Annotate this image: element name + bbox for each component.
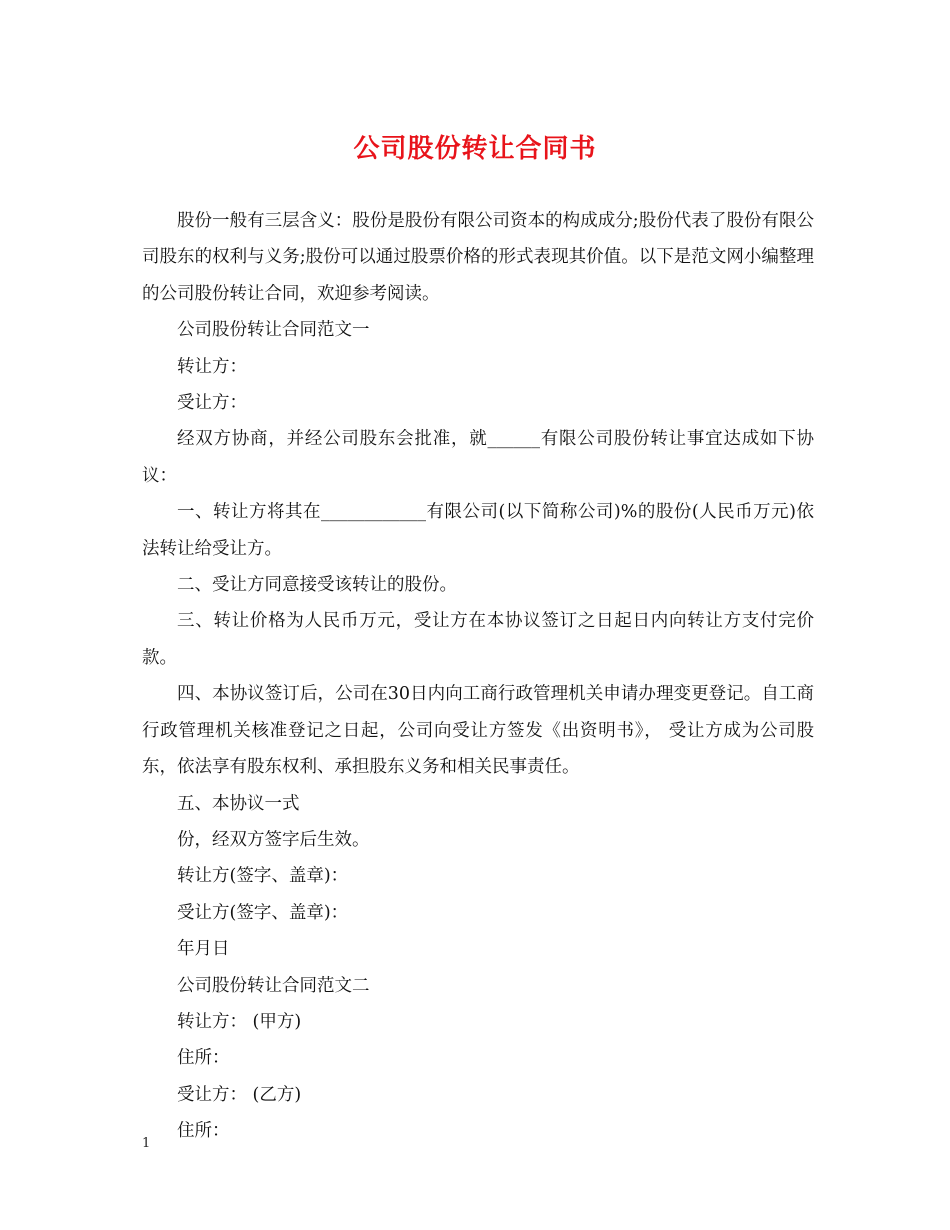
document-body	[142, 203, 814, 1150]
party-b-address-line: 住所：	[177, 1121, 230, 1142]
sample-one-heading: 公司股份转让合同范文一	[177, 320, 370, 341]
party-a-address-line: 住所：	[177, 1048, 230, 1069]
clause-one: 一、转让方将其在____________有限公司(以下简称公司)%的股份(人民币万元)依法转让给受让方。	[142, 502, 814, 559]
transferee-signature-line: 受让方(签字、盖章)：	[177, 902, 349, 923]
clause-five: 五、本协议一式	[177, 793, 300, 814]
transferor-line: 转让方：	[177, 356, 247, 377]
transferor-signature-line: 转让方(签字、盖章)：	[177, 866, 349, 887]
page-number: 1	[142, 1136, 151, 1151]
party-a-line: 转让方： (甲方)	[177, 1011, 302, 1032]
clause-three: 三、转让价格为人民币万元，受让方在本协议签订之日起日内向转让方支付完价款。	[142, 611, 814, 668]
clause-four: 四、本协议签订后，公司在30日内向工商行政管理机关申请办理变更登记。自工商行政管理机关核准登记之日起，公司向受让方签发《出资明书》， 受让方成为公司股东，依法享有股东权利、承担股东义务和相关民事责任。	[142, 684, 814, 778]
transferee-line: 受让方：	[177, 393, 247, 414]
clause-two: 二、受让方同意接受该转让的股份。	[177, 575, 457, 596]
sample-two-heading: 公司股份转让合同范文二	[177, 975, 370, 996]
party-b-line: 受让方： (乙方)	[177, 1084, 302, 1105]
clause-five-continued: 份，经双方签字后生效。	[177, 829, 370, 850]
intro-paragraph: 股份一般有三层含义：股份是股份有限公司资本的构成成分;股份代表了股份有限公司股东的权利与义务;股份可以通过股票价格的形式表现其价值。以下是范文网小编整理的公司股份转让合同，欢迎参考阅读。	[142, 211, 814, 304]
date-line: 年月日	[177, 939, 230, 960]
document-title: 公司股份转让合同书	[353, 134, 597, 164]
agreement-preamble: 经双方协商，并经公司股东会批准，就______有限公司股份转让事宜达成如下协议：	[142, 429, 814, 486]
